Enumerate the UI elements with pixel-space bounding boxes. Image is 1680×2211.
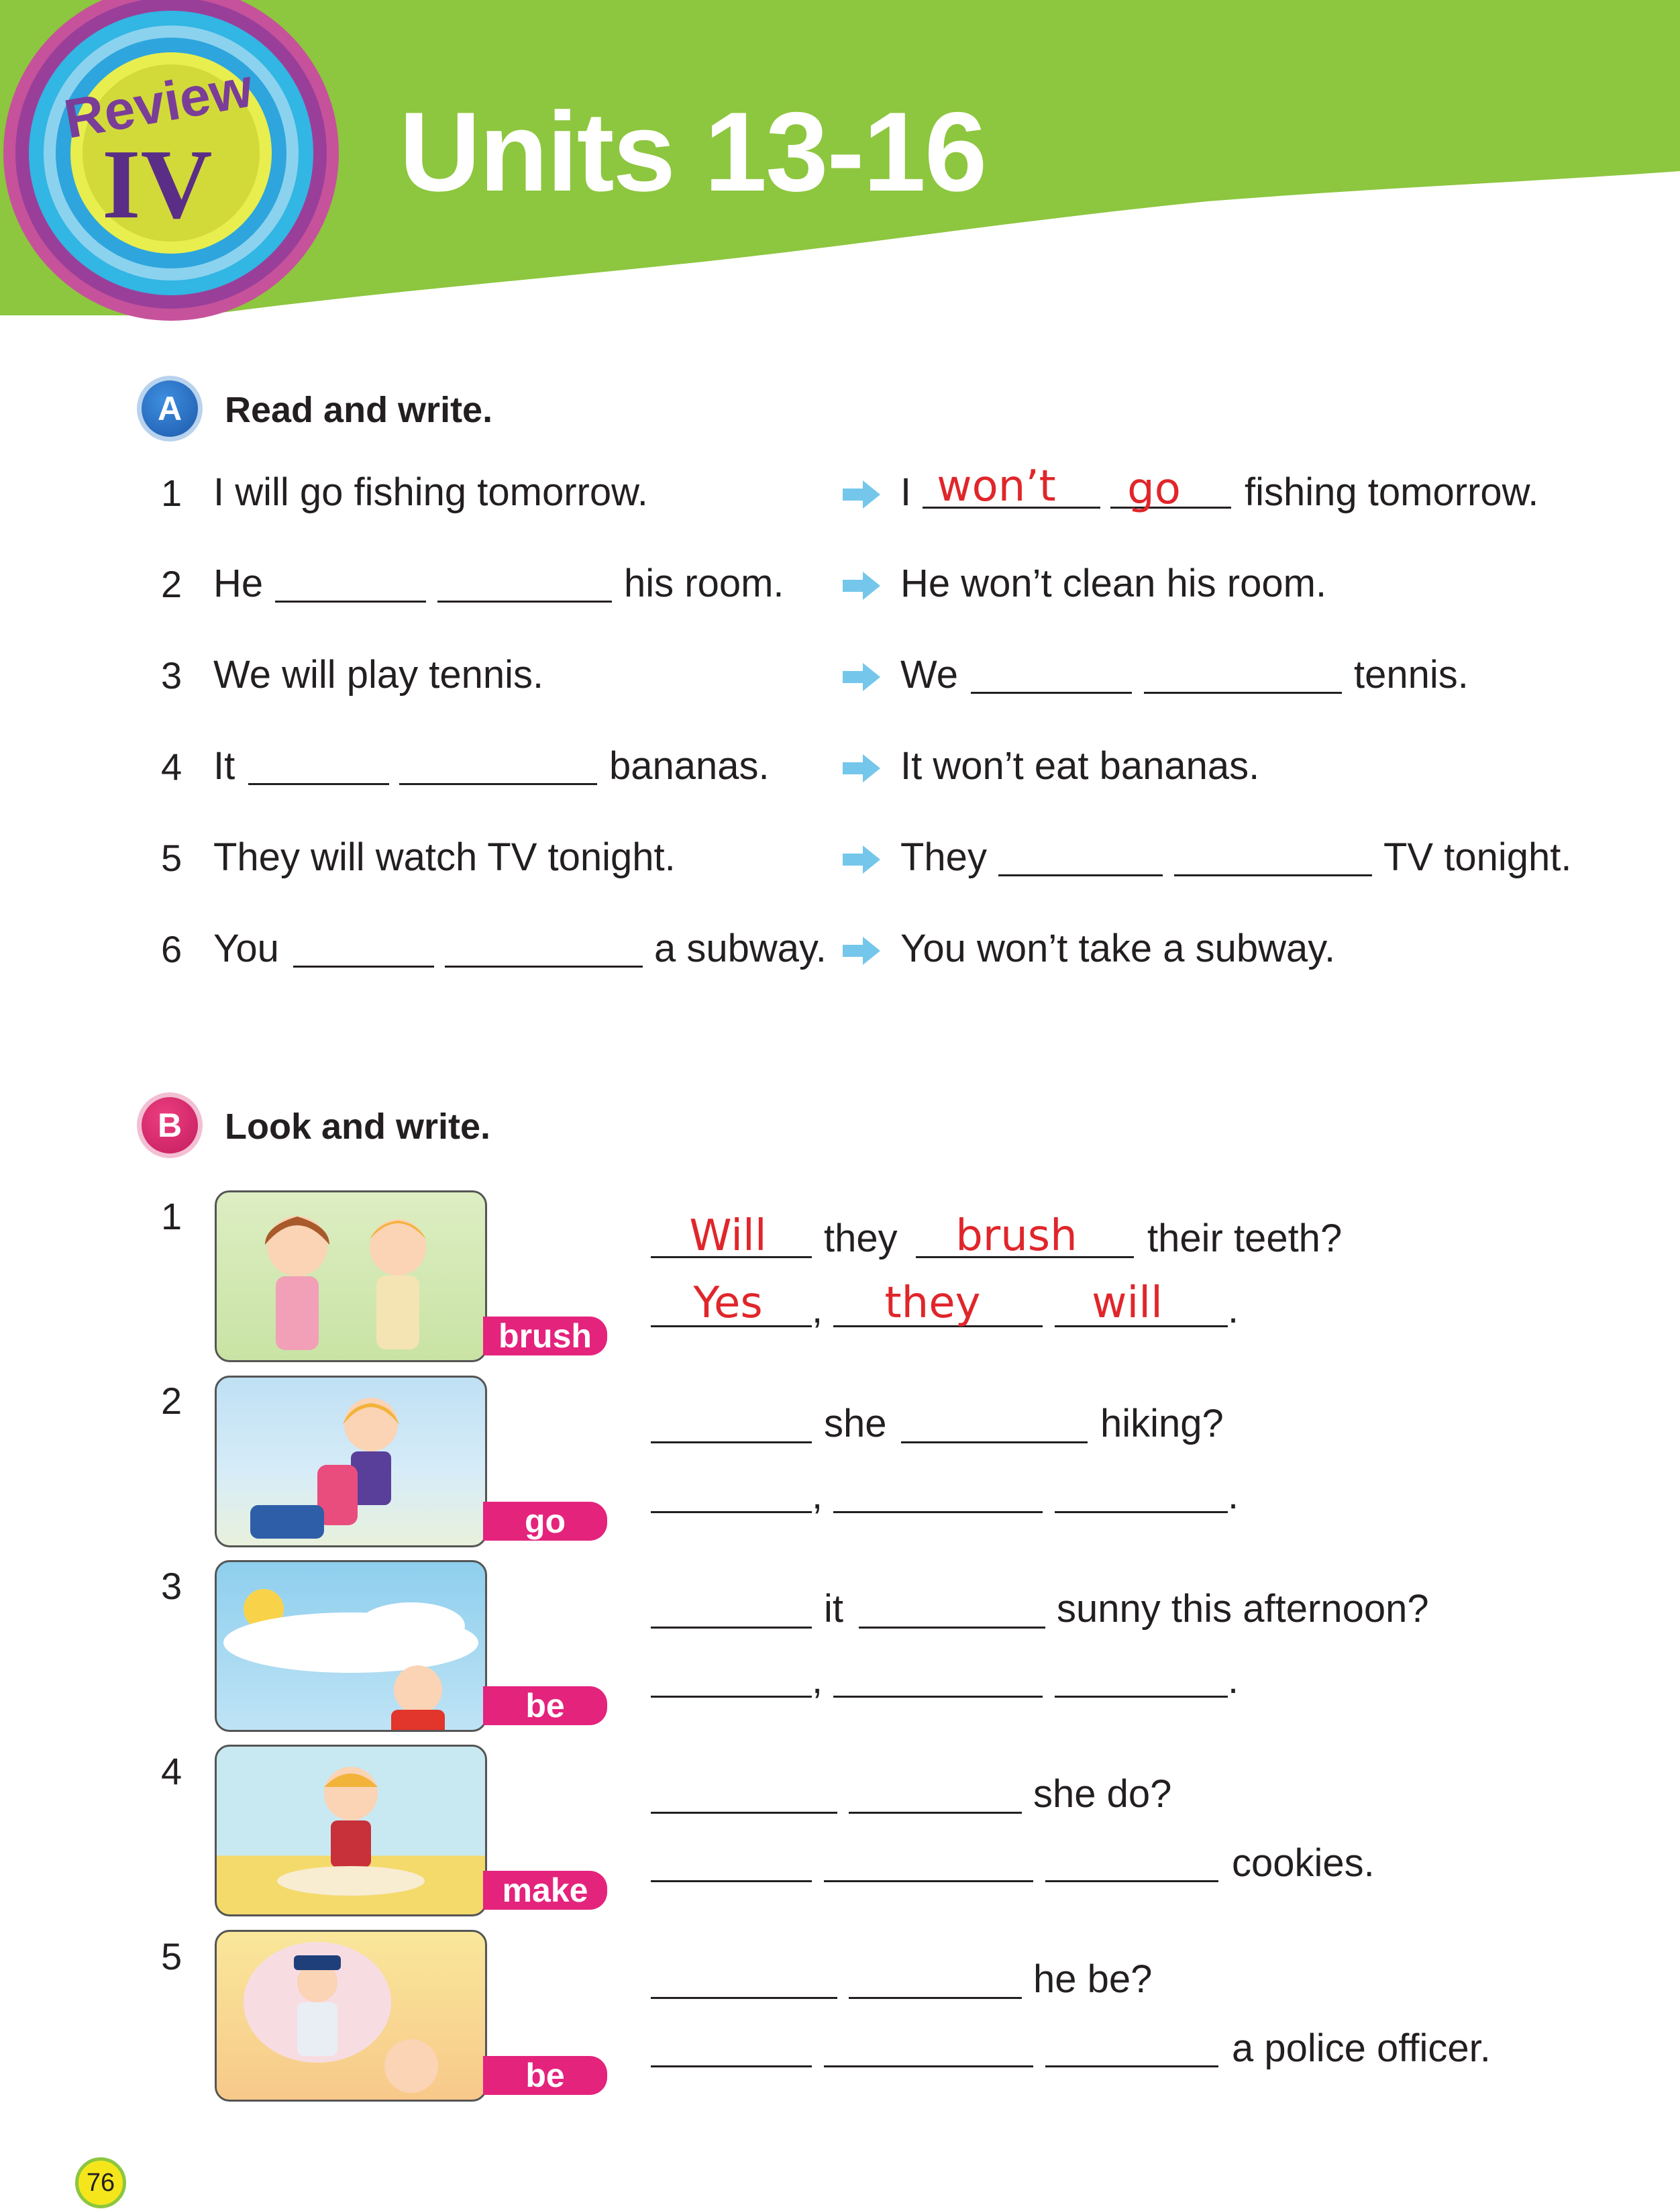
verb-tag: make: [483, 1871, 607, 1910]
answer-blank[interactable]: [399, 783, 597, 785]
answer-blank[interactable]: [651, 2065, 812, 2067]
handwritten-answer: Will: [689, 1211, 767, 1261]
review-badge-numeral: IV: [102, 130, 213, 240]
b-answer-end: .: [1228, 1288, 1239, 1331]
handwritten-answer: brush: [955, 1211, 1078, 1261]
answer-blank[interactable]: [1055, 1511, 1228, 1513]
section-b-icon: B: [137, 1092, 203, 1158]
b-question-word: they: [824, 1217, 898, 1260]
handwritten-answer: won’t: [937, 462, 1056, 511]
answer-blank[interactable]: [1174, 874, 1372, 876]
handwritten-answer: they: [884, 1278, 981, 1328]
handwritten-answer: will: [1092, 1278, 1163, 1328]
picture-sunny-sky: [215, 1560, 487, 1732]
answer-blank[interactable]: [651, 1627, 812, 1629]
b-answer-end: cookies.: [1232, 1841, 1375, 1885]
verb-tag: brush: [483, 1317, 607, 1355]
arrow-right-icon: [840, 660, 883, 694]
a-item-left-text: I will go fishing tomorrow.: [213, 470, 648, 514]
comma: ,: [812, 1288, 823, 1331]
picture-kids-brushing-teeth: [215, 1190, 487, 1362]
answer-blank[interactable]: [437, 601, 612, 603]
answer-blank[interactable]: [293, 966, 434, 968]
b-question-end: he be?: [1033, 1957, 1153, 2001]
answer-blank[interactable]: [833, 1511, 1043, 1513]
picture-girl-making-cookies: [215, 1745, 487, 1916]
answer-blank[interactable]: [1045, 2065, 1218, 2067]
verb-tag: be: [483, 2056, 607, 2095]
a-item-number: 4: [161, 745, 182, 788]
answer-blank[interactable]: [859, 1627, 1045, 1629]
a-item-right-text: You won’t take a subway.: [900, 927, 1336, 970]
b-answer-end: .: [1228, 1474, 1239, 1517]
a-item-number: 2: [161, 563, 182, 605]
arrow-right-icon: [840, 934, 883, 968]
a-item-left-pre: It: [213, 744, 235, 788]
arrow-right-icon: [840, 569, 883, 603]
answer-blank[interactable]: [651, 1880, 812, 1882]
a-item-left-text: They will watch TV tonight.: [213, 835, 676, 879]
a-item-right-post: tennis.: [1354, 653, 1469, 697]
a-item-right-post: TV tonight.: [1383, 835, 1572, 879]
answer-blank[interactable]: [1144, 692, 1342, 694]
section-b-title: Look and write.: [225, 1107, 491, 1147]
answer-blank[interactable]: [651, 1511, 812, 1513]
handwritten-answer: go: [1127, 464, 1181, 514]
answer-blank[interactable]: [651, 1812, 837, 1814]
a-item-number: 5: [161, 837, 182, 879]
verb-tag: be: [483, 1686, 607, 1725]
answer-blank[interactable]: [1055, 1696, 1228, 1698]
a-item-right-pre: They: [900, 835, 987, 879]
answer-blank[interactable]: [849, 1997, 1022, 1999]
review-badge-word: Review: [60, 57, 258, 150]
section-a-icon: A: [137, 376, 203, 442]
answer-blank[interactable]: [971, 692, 1132, 694]
b-question-word: it: [824, 1587, 843, 1631]
section-a-title: Read and write.: [225, 390, 493, 430]
b-question-end: she do?: [1033, 1772, 1172, 1816]
answer-blank[interactable]: [651, 1696, 812, 1698]
verb-tag: go: [483, 1502, 607, 1541]
a-item-right-pre: I: [900, 470, 912, 514]
answer-blank[interactable]: [901, 1441, 1088, 1443]
arrow-right-icon: [840, 752, 883, 785]
answer-blank[interactable]: [445, 966, 643, 968]
a-item-left-post: bananas.: [609, 744, 770, 788]
a-item-right-text: He won’t clean his room.: [900, 562, 1327, 605]
answer-blank[interactable]: [849, 1812, 1022, 1814]
a-item-number: 3: [161, 654, 182, 697]
b-item-number: 2: [161, 1380, 182, 1422]
arrow-right-icon: [840, 478, 883, 511]
answer-blank[interactable]: [1045, 1880, 1218, 1882]
handwritten-answer: Yes: [693, 1278, 763, 1328]
a-item-left-pre: You: [213, 927, 279, 970]
b-question-end: their teeth?: [1147, 1217, 1343, 1260]
answer-blank[interactable]: [651, 1441, 812, 1443]
comma: ,: [812, 1658, 823, 1702]
a-item-right-pre: We: [900, 653, 958, 697]
b-question-word: she: [824, 1402, 887, 1445]
a-item-left-pre: He: [213, 562, 264, 605]
a-item-right-post: fishing tomorrow.: [1245, 470, 1539, 514]
a-item-number: 1: [161, 472, 182, 514]
b-answer-end: .: [1228, 1658, 1239, 1702]
a-item-number: 6: [161, 928, 182, 970]
answer-blank[interactable]: [275, 601, 426, 603]
a-item-left-text: We will play tennis.: [213, 653, 544, 697]
a-item-left-post: his room.: [624, 562, 784, 605]
b-item-number: 5: [161, 1935, 182, 1977]
answer-blank[interactable]: [248, 783, 389, 785]
page-title: Units 13-16: [399, 89, 986, 215]
b-item-number: 4: [161, 1750, 182, 1792]
b-item-number: 3: [161, 1565, 182, 1607]
page-number: 76: [75, 2157, 126, 2208]
b-answer-end: a police officer.: [1232, 2026, 1491, 2070]
b-question-end: hiking?: [1100, 1402, 1224, 1445]
answer-blank[interactable]: [651, 1997, 837, 1999]
picture-girl-packing-bag: [215, 1376, 487, 1547]
answer-blank[interactable]: [824, 2065, 1033, 2067]
b-question-end: sunny this afternoon?: [1057, 1587, 1429, 1631]
a-item-right-text: It won’t eat bananas.: [900, 744, 1260, 788]
answer-blank[interactable]: [833, 1696, 1043, 1698]
picture-boy-dreaming-police-officer: [215, 1930, 487, 2102]
answer-blank[interactable]: [998, 874, 1163, 876]
answer-blank[interactable]: [824, 1880, 1033, 1882]
a-item-left-post: a subway.: [654, 927, 827, 970]
b-item-number: 1: [161, 1195, 182, 1237]
arrow-right-icon: [840, 843, 883, 876]
comma: ,: [812, 1474, 823, 1517]
